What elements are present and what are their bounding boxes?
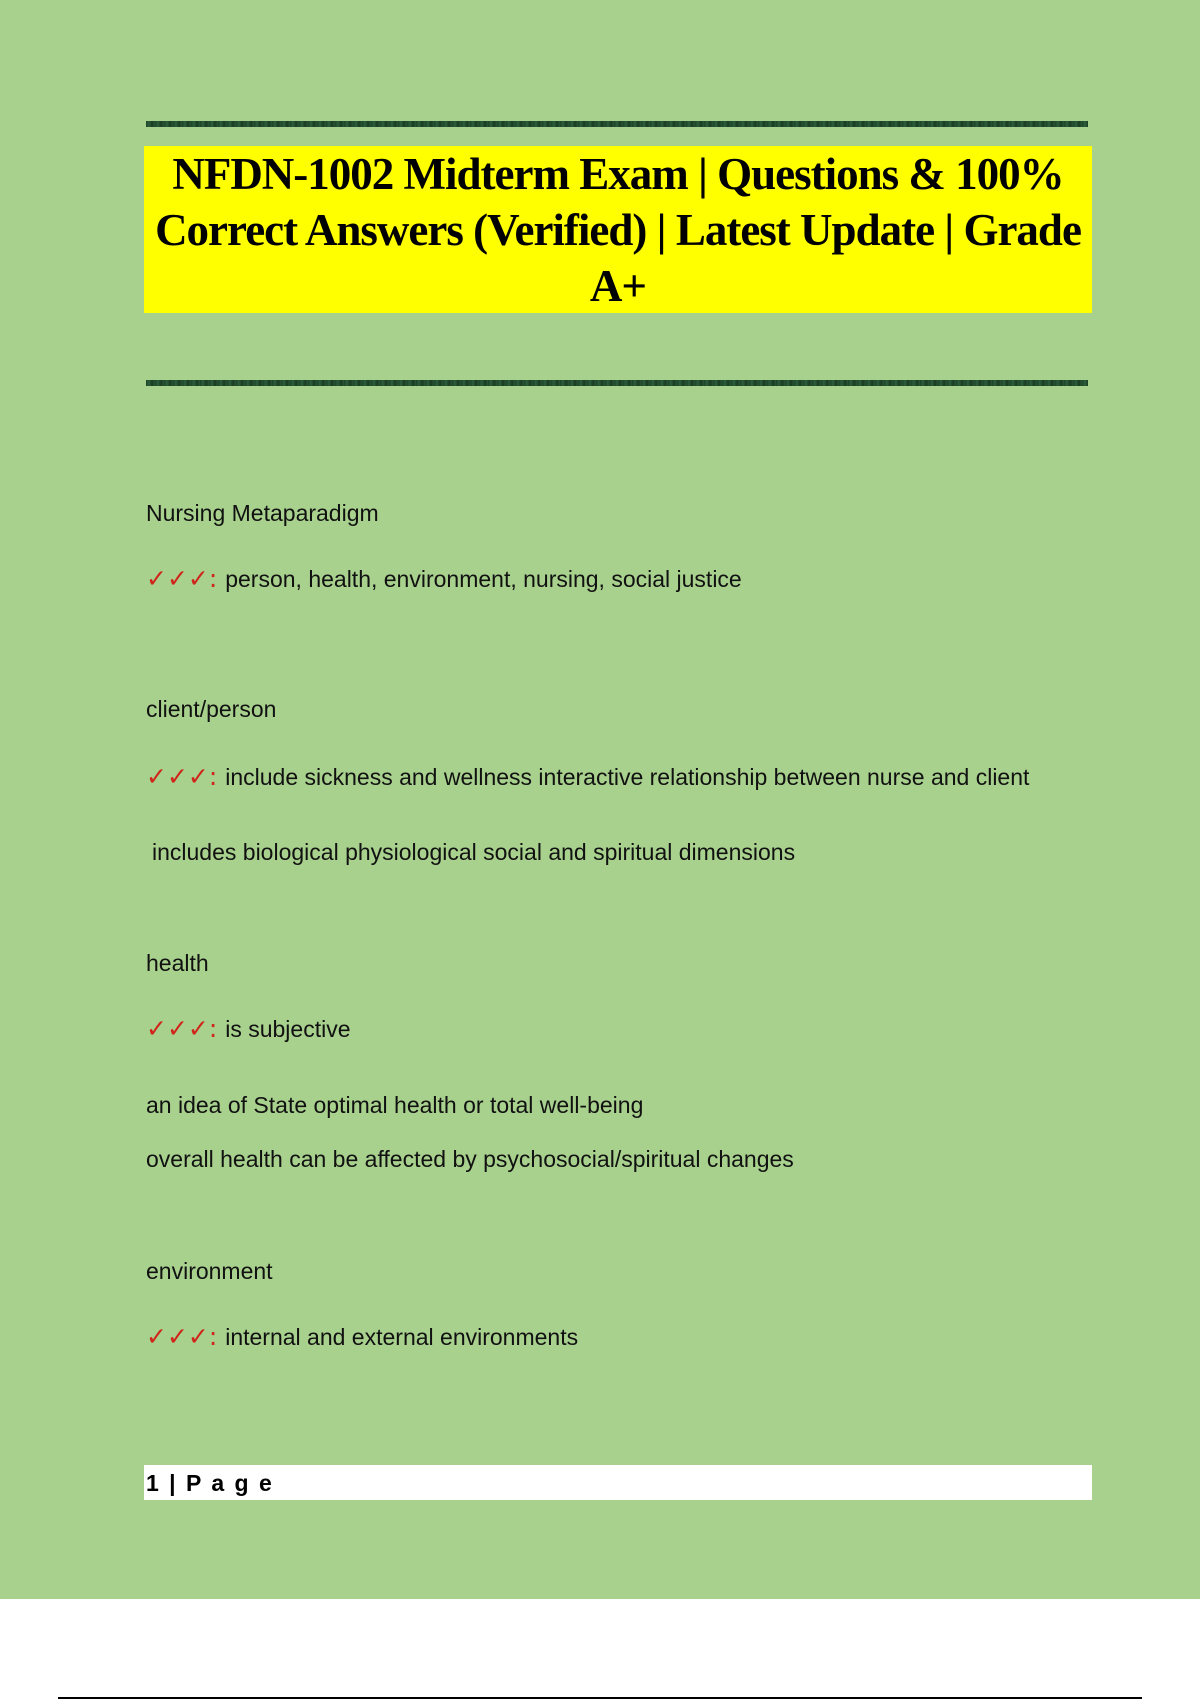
answer-continuation: overall health can be affected by psychosocial/spiritual changes (146, 1146, 794, 1172)
title-highlight (144, 146, 1092, 313)
answer-continuation: an idea of State optimal health or total well-being (146, 1092, 644, 1118)
document-title: NFDN-1002 Midterm Exam | Questions & 100% Correct Answers (Verified) | Latest Update | Grade A+ (155, 148, 1081, 311)
term-nursing-metaparadigm: Nursing Metaparadigm (146, 500, 379, 526)
page-footer (144, 1465, 1092, 1500)
answer-text: include sickness and wellness interactive relationship between nurse and client (225, 764, 1030, 790)
term-client-person: client/person (146, 696, 277, 722)
page-number: 1 | P a g e (146, 1470, 274, 1496)
answer-nursing-metaparadigm: ✓✓✓: person, health, environment, nursing, social justice (146, 564, 742, 593)
bottom-divider (146, 380, 1088, 386)
top-divider (146, 121, 1088, 127)
checkmark-icon: ✓✓✓ (146, 1014, 209, 1043)
checkmark-icon: ✓✓✓ (146, 1322, 209, 1351)
answer-continuation: includes biological physiological social and spiritual dimensions (152, 839, 796, 865)
term-environment: environment (146, 1258, 273, 1284)
page-separator-line (58, 1697, 1142, 1699)
answer-text: is subjective (225, 1016, 351, 1042)
answer-client-person: ✓✓✓: include sickness and wellness interactive relationship between nurse and client (146, 762, 1030, 791)
answer-text: person, health, environment, nursing, social justice (225, 566, 742, 592)
term-health: health (146, 950, 209, 976)
checkmark-icon: ✓✓✓ (146, 762, 209, 791)
checkmark-icon: ✓✓✓ (146, 564, 209, 593)
answer-health: ✓✓✓: is subjective (146, 1014, 351, 1043)
answer-text: internal and external environments (225, 1324, 579, 1350)
answer-environment: ✓✓✓: internal and external environments (146, 1322, 579, 1351)
